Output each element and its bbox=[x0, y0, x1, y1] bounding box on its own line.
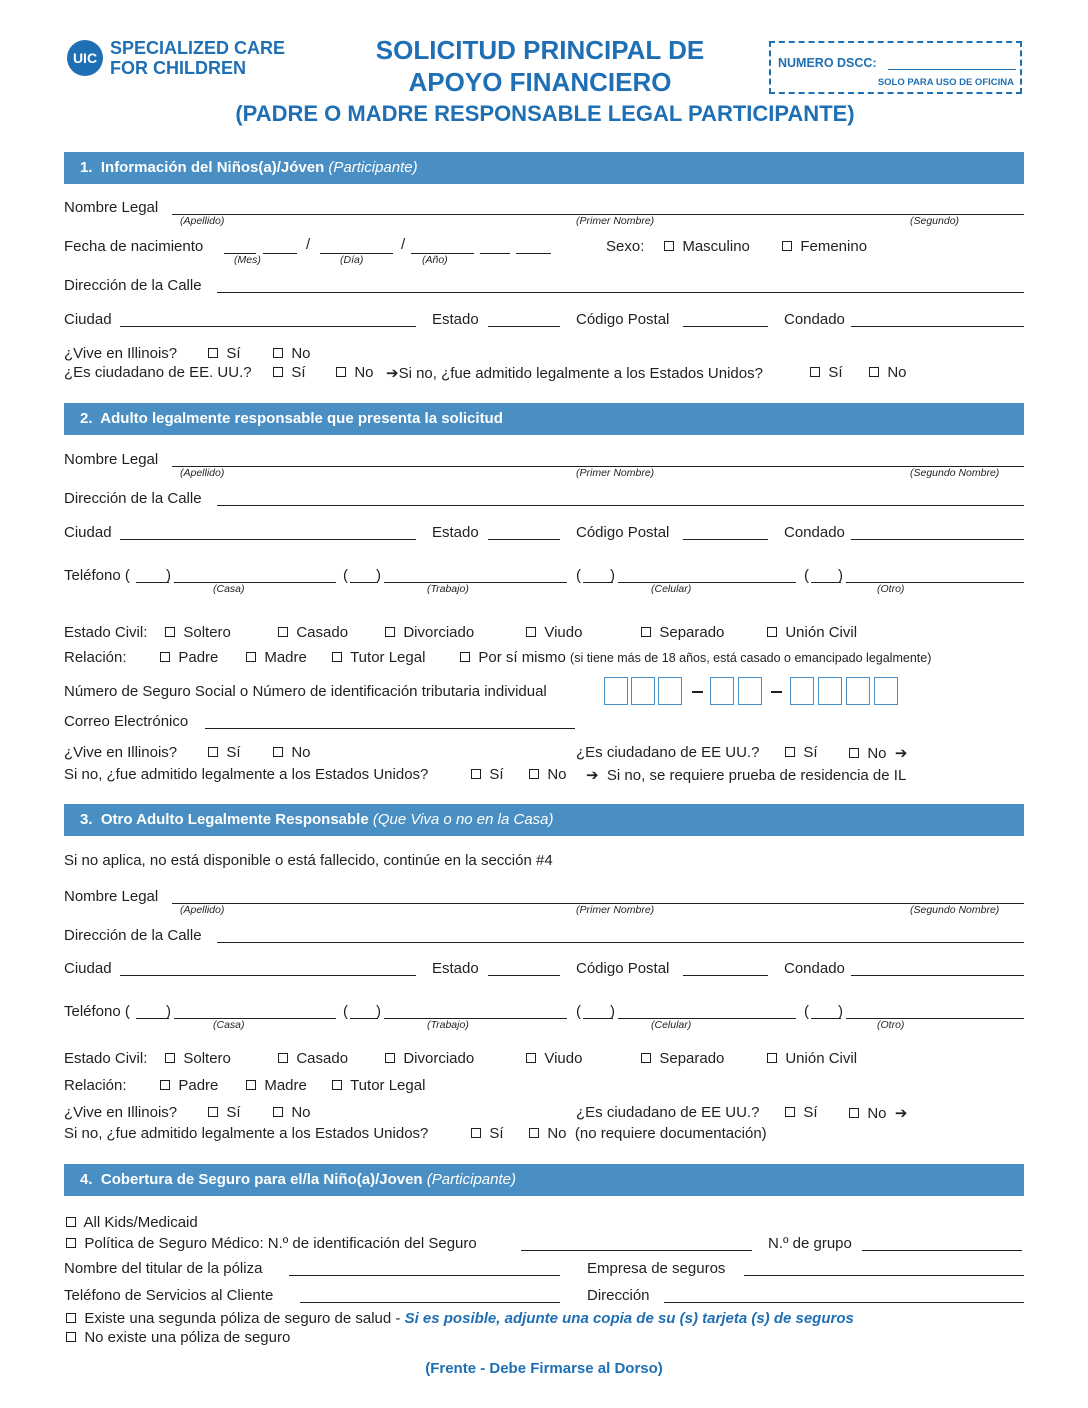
s2-direccion-label: Dirección de la Calle bbox=[64, 490, 202, 507]
s1-cp-label: Código Postal bbox=[576, 311, 670, 328]
s2-telefono-label: Teléfono ( bbox=[64, 567, 130, 584]
s2-ciudadano-si[interactable]: Sí bbox=[785, 744, 818, 761]
ssn-digit-box[interactable] bbox=[846, 677, 870, 705]
s1-admitido-no[interactable]: No bbox=[869, 364, 907, 381]
checkbox-icon bbox=[664, 241, 674, 251]
arrow-right-icon: ➔ bbox=[894, 745, 908, 762]
s2-tutor-option[interactable]: Tutor Legal bbox=[332, 649, 425, 666]
page-title-line1: SOLICITUD PRINCIPAL DE bbox=[375, 35, 705, 65]
s1-ciudadano-label: ¿Es ciudadano de EE. UU.? bbox=[64, 364, 252, 381]
s1-admitido-question: ➔Si no, ¿fue admitido legalmente a los Estados Unidos? bbox=[386, 365, 763, 382]
paren-open: ( bbox=[804, 1003, 809, 1020]
s2-vive-label: ¿Vive en Illinois? bbox=[64, 744, 178, 761]
s2-trabajo-caption: (Trabajo) bbox=[427, 583, 469, 595]
s4-titular-field[interactable] bbox=[289, 1275, 560, 1276]
s1-ciudadano-no[interactable]: No bbox=[336, 364, 374, 381]
s4-id-seguro-field[interactable] bbox=[521, 1250, 752, 1251]
s3-ciudadano-label: ¿Es ciudadano de EE UU.? bbox=[576, 1104, 760, 1121]
s1-masculino-option[interactable]: Masculino bbox=[664, 238, 750, 255]
s3-condado-label: Condado bbox=[784, 960, 845, 977]
s3-admitido-no[interactable]: No (no requiere documentación) bbox=[529, 1125, 767, 1142]
checkbox-icon bbox=[208, 1107, 218, 1117]
s3-trabajo-field[interactable] bbox=[384, 1018, 567, 1019]
checkbox-icon bbox=[66, 1332, 76, 1342]
s4-direccion-label: Dirección bbox=[587, 1287, 650, 1304]
ssn-digit-box[interactable] bbox=[874, 677, 898, 705]
s3-celular-field[interactable] bbox=[618, 1018, 796, 1019]
checkbox-icon bbox=[273, 1107, 283, 1117]
s4-grupo-label: N.º de grupo bbox=[768, 1235, 852, 1252]
checkbox-icon bbox=[66, 1313, 76, 1323]
s2-direccion-field[interactable] bbox=[217, 505, 1024, 506]
s1-direccion-field[interactable] bbox=[217, 292, 1024, 293]
checkbox-icon bbox=[160, 1080, 170, 1090]
s3-estado-field[interactable] bbox=[488, 975, 560, 976]
s4-direccion-field[interactable] bbox=[664, 1302, 1024, 1303]
s2-madre-option[interactable]: Madre bbox=[246, 649, 307, 666]
checkbox-icon bbox=[471, 1128, 481, 1138]
s4-empresa-field[interactable] bbox=[744, 1275, 1024, 1276]
s1-anio-field-2[interactable] bbox=[480, 253, 510, 254]
s2-otro-area[interactable] bbox=[811, 582, 841, 583]
s3-celular-caption: (Celular) bbox=[651, 1019, 692, 1031]
checkbox-icon bbox=[810, 367, 820, 377]
ssn-digit-box[interactable] bbox=[790, 677, 814, 705]
ssn-digit-box[interactable] bbox=[710, 677, 734, 705]
s1-ciudad-field[interactable] bbox=[120, 326, 416, 327]
checkbox-icon bbox=[529, 1128, 539, 1138]
s3-ciudadano-si[interactable]: Sí bbox=[785, 1104, 818, 1121]
checkbox-icon bbox=[278, 627, 288, 637]
s2-nombre-label: Nombre Legal bbox=[64, 451, 159, 468]
s2-primer-caption: (Primer Nombre) bbox=[576, 467, 655, 479]
checkbox-icon bbox=[246, 652, 256, 662]
checkbox-icon bbox=[336, 367, 346, 377]
s3-vive-label: ¿Vive en Illinois? bbox=[64, 1104, 178, 1121]
checkbox-icon bbox=[641, 627, 651, 637]
section-2-header: 2. Adulto legalmente responsable que presenta la solicitud bbox=[64, 403, 1024, 435]
checkbox-icon bbox=[869, 367, 879, 377]
s3-celular-area[interactable] bbox=[583, 1018, 613, 1019]
s2-trabajo-area[interactable] bbox=[350, 582, 378, 583]
checkbox-icon bbox=[385, 627, 395, 637]
s3-casa-caption: (Casa) bbox=[213, 1019, 245, 1031]
s2-celular-area[interactable] bbox=[583, 582, 613, 583]
s3-madre-option[interactable]: Madre bbox=[246, 1077, 307, 1094]
s2-separado-option[interactable]: Separado bbox=[641, 624, 724, 641]
checkbox-icon bbox=[529, 769, 539, 779]
s1-primer-caption: (Primer Nombre) bbox=[576, 215, 655, 227]
s1-segundo-caption: (Segundo) bbox=[910, 215, 960, 227]
s4-ninguna-option[interactable]: No existe una póliza de seguro bbox=[66, 1329, 290, 1346]
s2-estado-label: Estado bbox=[432, 524, 479, 541]
ssn-dash bbox=[692, 691, 703, 693]
s1-estado-field[interactable] bbox=[488, 326, 560, 327]
checkbox-icon bbox=[471, 769, 481, 779]
paren-open: ( bbox=[804, 567, 809, 584]
s3-viudo-option[interactable]: Viudo bbox=[526, 1050, 582, 1067]
s3-cp-field[interactable] bbox=[683, 975, 768, 976]
s3-separado-option[interactable]: Separado bbox=[641, 1050, 724, 1067]
paren-open: ( bbox=[343, 1003, 348, 1020]
s1-femenino-option[interactable]: Femenino bbox=[782, 238, 867, 255]
s3-divorciado-option[interactable]: Divorciado bbox=[385, 1050, 474, 1067]
paren-close: ) bbox=[166, 567, 171, 584]
paren-close: ) bbox=[610, 567, 615, 584]
arrow-right-icon: ➔ bbox=[586, 767, 599, 784]
paren-close: ) bbox=[610, 1003, 615, 1020]
s1-admitido-si[interactable]: Sí bbox=[810, 364, 843, 381]
paren-close: ) bbox=[376, 1003, 381, 1020]
s1-sexo-label: Sexo: bbox=[606, 238, 645, 255]
s3-intro: Si no aplica, no está disponible o está fallecido, continúe en la sección #4 bbox=[64, 852, 553, 869]
s2-ciudadano-no[interactable]: No ➔ bbox=[849, 744, 907, 762]
arrow-right-icon: ➔ bbox=[894, 1105, 908, 1122]
s3-otro-caption: (Otro) bbox=[877, 1019, 905, 1031]
s3-casado-option[interactable]: Casado bbox=[278, 1050, 348, 1067]
s2-casa-caption: (Casa) bbox=[213, 583, 245, 595]
s1-vive-no[interactable]: No bbox=[273, 345, 311, 362]
checkbox-icon bbox=[273, 348, 283, 358]
s3-ciudad-field[interactable] bbox=[120, 975, 416, 976]
checkbox-icon bbox=[849, 1108, 859, 1118]
s2-casa-area[interactable] bbox=[136, 582, 169, 583]
footer-note: (Frente - Debe Firmarse al Dorso) bbox=[425, 1360, 663, 1377]
ssn-digit-box[interactable] bbox=[658, 677, 682, 705]
s2-ciudad-label: Ciudad bbox=[64, 524, 112, 541]
paren-open: ( bbox=[576, 1003, 581, 1020]
ssn-digit-box[interactable] bbox=[604, 677, 628, 705]
s1-ciudadano-si[interactable]: Sí bbox=[273, 364, 306, 381]
checkbox-icon bbox=[460, 652, 470, 662]
ssn-digit-box[interactable] bbox=[631, 677, 655, 705]
checkbox-icon bbox=[246, 1080, 256, 1090]
ssn-dash bbox=[771, 691, 782, 693]
s2-relacion-label: Relación: bbox=[64, 649, 127, 666]
checkbox-icon bbox=[165, 627, 175, 637]
s2-celular-caption: (Celular) bbox=[651, 583, 692, 595]
s2-por-si-mismo-option[interactable]: Por sí mismo (si tiene más de 18 años, está casado o emancipado legalmente) bbox=[460, 649, 931, 666]
s1-vive-label: ¿Vive en Illinois? bbox=[64, 345, 178, 362]
s2-condado-label: Condado bbox=[784, 524, 845, 541]
s4-servicio-label: Teléfono de Servicios al Cliente bbox=[64, 1287, 274, 1304]
s2-vive-si[interactable]: Sí bbox=[208, 744, 241, 761]
page-title-line2: APOYO FINANCIERO bbox=[408, 67, 672, 97]
s1-fecha-label: Fecha de nacimiento bbox=[64, 238, 204, 255]
s2-apellido-caption: (Apellido) bbox=[180, 467, 225, 479]
s3-vive-si[interactable]: Sí bbox=[208, 1104, 241, 1121]
checkbox-icon bbox=[785, 1107, 795, 1117]
s2-otro-caption: (Otro) bbox=[877, 583, 905, 595]
dscc-number-label: NUMERO DSCC: bbox=[778, 56, 877, 70]
checkbox-icon bbox=[160, 652, 170, 662]
s3-telefono-label: Teléfono ( bbox=[64, 1003, 130, 1020]
s2-cp-label: Código Postal bbox=[576, 524, 670, 541]
checkbox-icon bbox=[208, 348, 218, 358]
s1-ciudad-label: Ciudad bbox=[64, 311, 112, 328]
s2-soltero-option[interactable]: Soltero bbox=[165, 624, 231, 641]
s1-anio-field-3[interactable] bbox=[516, 253, 551, 254]
checkbox-icon bbox=[208, 747, 218, 757]
s1-vive-si[interactable]: Sí bbox=[208, 345, 241, 362]
paren-close: ) bbox=[838, 567, 843, 584]
ssn-digit-box[interactable] bbox=[818, 677, 842, 705]
checkbox-icon bbox=[767, 1053, 777, 1063]
s3-cp-label: Código Postal bbox=[576, 960, 670, 977]
s2-viudo-option[interactable]: Viudo bbox=[526, 624, 582, 641]
s3-vive-no[interactable]: No bbox=[273, 1104, 311, 1121]
paren-open: ( bbox=[343, 567, 348, 584]
s2-ciudad-field[interactable] bbox=[120, 539, 416, 540]
s4-titular-label: Nombre del titular de la póliza bbox=[64, 1260, 263, 1277]
s1-apellido-caption: (Apellido) bbox=[180, 215, 225, 227]
s3-relacion-label: Relación: bbox=[64, 1077, 127, 1094]
page-subtitle: (PADRE O MADRE RESPONSABLE LEGAL PARTICIPANTE) bbox=[235, 101, 855, 126]
s2-padre-option[interactable]: Padre bbox=[160, 649, 218, 666]
checkbox-icon bbox=[165, 1053, 175, 1063]
s2-correo-field[interactable] bbox=[205, 728, 575, 729]
s1-condado-label: Condado bbox=[784, 311, 845, 328]
s3-admitido-si[interactable]: Sí bbox=[471, 1125, 504, 1142]
ssn-digit-box[interactable] bbox=[738, 677, 762, 705]
s3-union-civil-option[interactable]: Unión Civil bbox=[767, 1050, 857, 1067]
s2-trabajo-field[interactable] bbox=[384, 582, 567, 583]
checkbox-icon bbox=[332, 652, 342, 662]
dscc-number-field[interactable] bbox=[888, 69, 1016, 70]
s1-slash-1: / bbox=[306, 236, 311, 253]
s1-cp-field[interactable] bbox=[683, 326, 768, 327]
s1-nombre-label: Nombre Legal bbox=[64, 199, 159, 216]
s2-divorciado-option[interactable]: Divorciado bbox=[385, 624, 474, 641]
s4-politica-option[interactable]: Política de Seguro Médico: N.º de identificación del Seguro bbox=[66, 1235, 477, 1252]
s1-mes-field-2[interactable] bbox=[263, 253, 297, 254]
checkbox-icon bbox=[273, 367, 283, 377]
paren-close: ) bbox=[166, 1003, 171, 1020]
s3-direccion-field[interactable] bbox=[217, 942, 1024, 943]
s2-ssn-label: Número de Seguro Social o Número de identificación tributaria individual bbox=[64, 683, 547, 700]
s1-anio-caption: (Año) bbox=[422, 254, 448, 266]
s2-correo-label: Correo Electrónico bbox=[64, 713, 189, 730]
s1-condado-field[interactable] bbox=[851, 326, 1024, 327]
checkbox-icon bbox=[385, 1053, 395, 1063]
s3-padre-option[interactable]: Padre bbox=[160, 1077, 218, 1094]
s3-direccion-label: Dirección de la Calle bbox=[64, 927, 202, 944]
s3-trabajo-area[interactable] bbox=[350, 1018, 378, 1019]
s2-celular-field[interactable] bbox=[618, 582, 796, 583]
s4-all-kids-option[interactable]: All Kids/Medicaid bbox=[66, 1214, 198, 1231]
s3-ciudad-label: Ciudad bbox=[64, 960, 112, 977]
s1-dia-caption: (Día) bbox=[340, 254, 364, 266]
s3-soltero-option[interactable]: Soltero bbox=[165, 1050, 231, 1067]
section-1-header: 1. Información del Niños(a)/Jóven (Participante) bbox=[64, 152, 1024, 184]
s2-admitido-no[interactable]: No bbox=[529, 766, 567, 783]
s2-casa-field[interactable] bbox=[174, 582, 336, 583]
checkbox-icon bbox=[332, 1080, 342, 1090]
s2-estado-field[interactable] bbox=[488, 539, 560, 540]
s1-mes-caption: (Mes) bbox=[234, 254, 261, 266]
checkbox-icon bbox=[849, 748, 859, 758]
s2-ciudadano-label: ¿Es ciudadano de EE UU.? bbox=[576, 744, 760, 761]
checkbox-icon bbox=[641, 1053, 651, 1063]
paren-open: ( bbox=[576, 567, 581, 584]
s3-otro-field[interactable] bbox=[846, 1018, 1024, 1019]
s3-trabajo-caption: (Trabajo) bbox=[427, 1019, 469, 1031]
s2-casado-option[interactable]: Casado bbox=[278, 624, 348, 641]
s3-ciudadano-no[interactable]: No ➔ bbox=[849, 1104, 907, 1122]
section-3-header: 3. Otro Adulto Legalmente Responsable (Que Viva o no en la Casa) bbox=[64, 804, 1024, 836]
s2-admitido-si[interactable]: Sí bbox=[471, 766, 504, 783]
checkbox-icon bbox=[66, 1238, 76, 1248]
arrow-right-icon: ➔ bbox=[386, 365, 399, 382]
s2-admitido-label: Si no, ¿fue admitido legalmente a los Estados Unidos? bbox=[64, 766, 429, 783]
checkbox-icon bbox=[526, 627, 536, 637]
s3-otro-area[interactable] bbox=[811, 1018, 841, 1019]
s2-vive-no[interactable]: No bbox=[273, 744, 311, 761]
s3-tutor-option[interactable]: Tutor Legal bbox=[332, 1077, 425, 1094]
logo-text: SPECIALIZED CARE FOR CHILDREN bbox=[110, 38, 286, 78]
checkbox-icon bbox=[278, 1053, 288, 1063]
checkbox-icon bbox=[767, 627, 777, 637]
s4-segunda-option[interactable]: Existe una segunda póliza de seguro de salud - Si es posible, adjunte una copia de su (s) tarjeta (s) de seguros bbox=[66, 1310, 854, 1327]
s3-condado-field[interactable] bbox=[851, 975, 1024, 976]
section-4-header: 4. Cobertura de Seguro para el/la Niño(a)/Joven (Participante) bbox=[64, 1164, 1024, 1196]
checkbox-icon bbox=[785, 747, 795, 757]
s3-nombre-label: Nombre Legal bbox=[64, 888, 159, 905]
paren-close: ) bbox=[376, 567, 381, 584]
s2-otro-field[interactable] bbox=[846, 582, 1024, 583]
s4-servicio-field[interactable] bbox=[300, 1302, 560, 1303]
s2-condado-field[interactable] bbox=[851, 539, 1024, 540]
s4-empresa-label: Empresa de seguros bbox=[587, 1260, 726, 1277]
s2-estado-civil-label: Estado Civil: bbox=[64, 624, 148, 641]
office-use-box bbox=[769, 41, 1022, 94]
s2-segundo-caption: (Segundo Nombre) bbox=[910, 467, 1000, 479]
s4-grupo-field[interactable] bbox=[862, 1250, 1022, 1251]
s2-cp-field[interactable] bbox=[683, 539, 768, 540]
s1-direccion-label: Dirección de la Calle bbox=[64, 277, 202, 294]
checkbox-icon bbox=[526, 1053, 536, 1063]
s3-segundo-caption: (Segundo Nombre) bbox=[910, 904, 1000, 916]
s2-union-civil-option[interactable]: Unión Civil bbox=[767, 624, 857, 641]
s3-primer-caption: (Primer Nombre) bbox=[576, 904, 655, 916]
s3-casa-field[interactable] bbox=[174, 1018, 336, 1019]
uic-logo-mark: UIC bbox=[67, 40, 103, 76]
s3-estado-label: Estado bbox=[432, 960, 479, 977]
s2-residencia-note: ➔ Si no, se requiere prueba de residencia de IL bbox=[586, 767, 907, 784]
paren-close: ) bbox=[838, 1003, 843, 1020]
checkbox-icon bbox=[782, 241, 792, 251]
s3-estado-civil-label: Estado Civil: bbox=[64, 1050, 148, 1067]
s1-slash-2: / bbox=[401, 236, 406, 253]
checkbox-icon bbox=[66, 1217, 76, 1227]
s1-estado-label: Estado bbox=[432, 311, 479, 328]
s3-admitido-label: Si no, ¿fue admitido legalmente a los Estados Unidos? bbox=[64, 1125, 429, 1142]
checkbox-icon bbox=[273, 747, 283, 757]
s3-casa-area[interactable] bbox=[136, 1018, 169, 1019]
office-use-note: SOLO PARA USO DE OFICINA bbox=[877, 77, 1014, 88]
s3-apellido-caption: (Apellido) bbox=[180, 904, 225, 916]
